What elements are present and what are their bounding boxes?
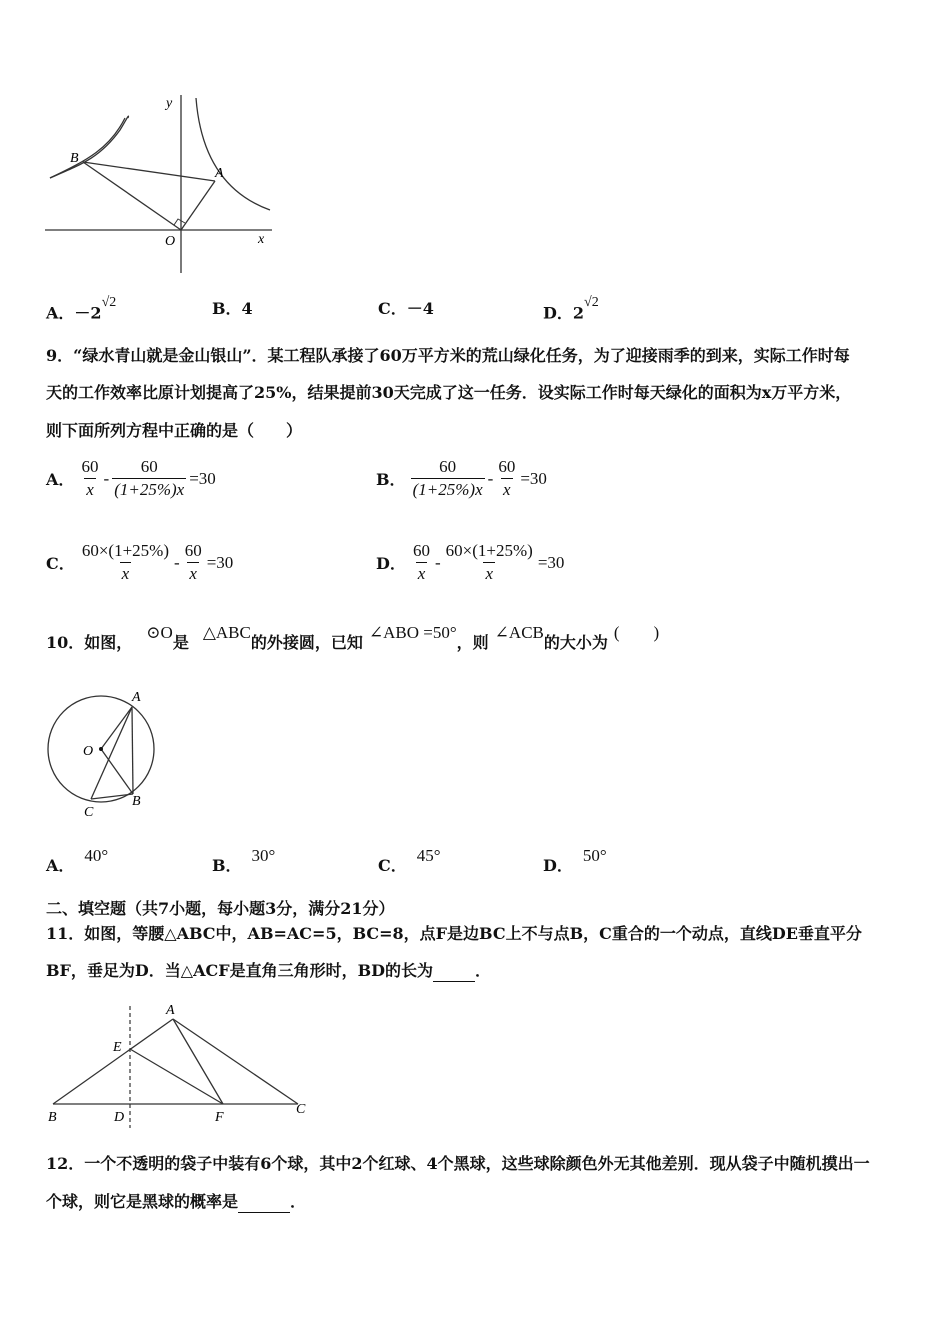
fraction [183, 540, 204, 585]
q8-option-d[interactable] [543, 295, 599, 324]
denominator: x [485, 564, 494, 583]
option-value: 40° [84, 846, 109, 865]
q10-option-c[interactable] [378, 845, 441, 877]
q12-line-2-text: 个球，则它是黑球的概率是 [46, 1192, 239, 1211]
equals: =30 [537, 552, 565, 572]
option-letter: A． [46, 856, 75, 875]
q10-option-b[interactable] [212, 845, 275, 877]
segment-ba [83, 162, 215, 181]
fraction [496, 456, 517, 501]
q9-line-2: 天的工作效率比原计划提高了25%，结果提前30天完成了这一任务．设实际工作时每天绿化的面积为x万平方米， [46, 383, 852, 402]
numerator: 60 [184, 541, 202, 560]
option-text: －4 [406, 299, 434, 318]
origin-label: O [165, 234, 176, 249]
angle-abo-expr: ∠ABO =50° [368, 623, 457, 642]
point-e-label: E [113, 1040, 122, 1055]
option-letter: A． [46, 470, 75, 489]
option-letter: D． [543, 303, 573, 323]
segment-ab [53, 1019, 173, 1104]
q12-end: ． [290, 1192, 307, 1211]
q8-option-c[interactable] [378, 298, 434, 320]
point-b-label: B [70, 151, 79, 166]
fraction [80, 456, 101, 501]
numerator: 60×(1+25%) [445, 541, 533, 560]
point-a-label: A [166, 1003, 175, 1018]
q8-option-b[interactable] [212, 298, 253, 320]
option-letter: C． [378, 299, 407, 318]
equals: =30 [206, 552, 234, 572]
segment-ac [91, 707, 132, 799]
denominator: x [417, 564, 426, 583]
point-b-label: B [48, 1110, 57, 1125]
q9-option-b[interactable] [376, 456, 547, 501]
point-a-label: A [215, 166, 224, 181]
q9-line-3: 则下面所列方程中正确的是（ ） [46, 421, 303, 440]
q10-option-d[interactable] [543, 845, 607, 877]
option-text: 2 [572, 303, 585, 323]
numerator: 60 [412, 541, 430, 560]
triangle-abc-symbol: △ABC [202, 623, 251, 642]
q9-option-a[interactable] [46, 456, 216, 501]
denominator: x [503, 480, 511, 499]
option-value: 45° [416, 846, 441, 865]
q12-answer-blank[interactable] [238, 1196, 290, 1213]
q11-line-2-text: BF，垂足为D．当△ACF是直角三角形时，BD的长为 [46, 961, 433, 980]
numerator: 60 [81, 457, 99, 476]
q11-triangle-figure [40, 998, 320, 1130]
segment-ao [181, 181, 215, 230]
q10-then: ，则 [456, 633, 489, 652]
numerator: 60×(1+25%) [81, 541, 170, 560]
point-o-label: O [83, 744, 94, 759]
denominator: x [121, 564, 130, 583]
q12-line-1: 12．一个不透明的袋子中装有6个球，其中2个红球、4个黑球，这些球除颜色外无其他差别．现从袋子中随机摸出一 [46, 1154, 870, 1173]
q8-option-a[interactable] [46, 295, 117, 324]
minus-sign: - [487, 468, 494, 488]
option-letter: B． [212, 299, 242, 318]
segment-ab [132, 707, 133, 794]
q11-answer-blank[interactable] [433, 965, 475, 982]
minus-sign: - [174, 552, 180, 572]
segment-ob [101, 749, 133, 794]
option-letter: D． [376, 554, 406, 573]
angle-acb-expr: ∠ACB [494, 623, 544, 642]
option-text: 4 [241, 299, 253, 318]
equals: =30 [189, 468, 216, 488]
hyperbola-left-branch [50, 116, 128, 178]
q10-mid: 的外接圆，已知 [250, 633, 363, 652]
point-a-label: A [132, 690, 141, 705]
q9-option-c[interactable] [46, 540, 233, 585]
minus-sign: - [103, 468, 110, 488]
point-c-label: C [84, 805, 94, 820]
q10-suffix: 的大小为 [543, 633, 608, 652]
hyperbola-left-branch-top [50, 118, 125, 178]
q10-prefix: 10．如图， [46, 633, 133, 652]
q10-is: 是 [172, 633, 189, 652]
center-point [99, 747, 103, 751]
segment-af [173, 1019, 223, 1104]
option-letter: C． [46, 554, 75, 573]
q10-option-a[interactable] [46, 845, 108, 877]
option-sup: √2 [584, 295, 599, 310]
q8-graph [40, 90, 280, 280]
option-letter: B． [212, 856, 242, 875]
segment-ac [173, 1019, 298, 1104]
denominator: x [86, 480, 94, 499]
option-letter: B． [376, 470, 406, 489]
numerator: 60 [140, 457, 158, 476]
point-d-label: D [114, 1110, 125, 1125]
denominator: x [189, 564, 197, 583]
option-letter: D． [543, 856, 573, 875]
circle-o-symbol: ⊙O [146, 623, 173, 642]
q11-line-2 [46, 960, 491, 982]
fraction [444, 540, 535, 585]
segment-bo [83, 162, 181, 230]
denominator: (1+25%)x [412, 480, 483, 499]
fraction [80, 540, 171, 585]
q10-answer-paren: ( ) [613, 623, 660, 642]
q9-line-1: 9．“绿水青山就是金山银山”．某工程队承接了60万平方米的荒山绿化任务，为了迎接雨季的到来，实际工作时每 [46, 346, 850, 365]
right-angle-mark [174, 219, 185, 225]
fraction [411, 540, 432, 585]
x-axis-label: x [258, 232, 265, 247]
point-c-label: C [296, 1102, 306, 1117]
q12-line-2 [46, 1191, 306, 1213]
numerator: 60 [498, 457, 516, 476]
point-f-label: F [215, 1110, 224, 1125]
option-value: 50° [582, 846, 607, 865]
q10-circle-figure [40, 685, 165, 825]
q9-option-d[interactable] [376, 540, 564, 585]
q10-stem [46, 622, 659, 654]
q11-line-1: 11．如图，等腰△ABC中，AB=AC=5，BC=8，点F是边BC上不与点B，C重合的一个动点，直线DE垂直平分 [46, 924, 862, 943]
option-value: 30° [251, 846, 276, 865]
equals: =30 [520, 468, 547, 488]
segment-ef [130, 1049, 223, 1104]
point-b-label: B [132, 794, 141, 809]
option-sup: √2 [101, 295, 117, 310]
fraction [112, 456, 186, 501]
denominator: (1+25%)x [114, 480, 185, 499]
fraction [411, 456, 485, 501]
segment-cb [91, 794, 133, 799]
minus-sign: - [434, 552, 441, 572]
option-text: －2 [74, 303, 102, 323]
section-2-title: 二、填空题（共7小题，每小题3分，满分21分） [46, 899, 395, 918]
q11-end: ． [474, 961, 491, 980]
option-letter: C． [378, 856, 407, 875]
y-axis-label: y [166, 96, 173, 111]
numerator: 60 [439, 457, 457, 476]
option-letter: A． [46, 303, 75, 323]
